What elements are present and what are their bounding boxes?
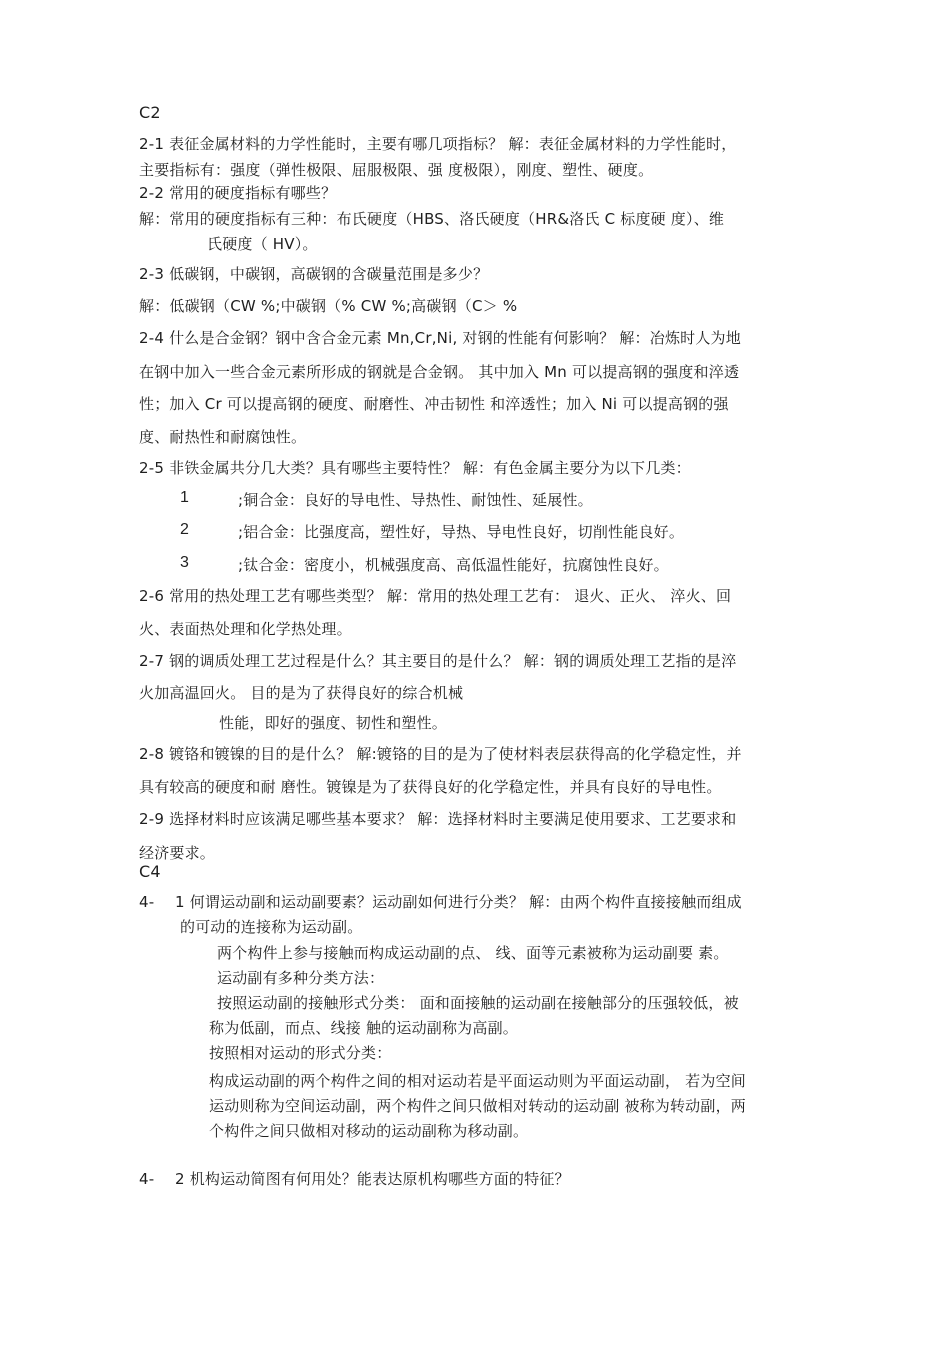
text-line: 称为低副，而点、线接 触的运动副称为高副。: [209, 1019, 518, 1037]
text-line: 2 机构运动简图有何用处？能表达原机构哪些方面的特征？: [175, 1170, 570, 1188]
question-number: 4-: [139, 1170, 155, 1188]
text-line: 氏硬度（ HV）。: [207, 235, 318, 253]
text-line: 主要指标有：强度（弹性极限、屈服极限、强 度极限），刚度、塑性、硬度。: [139, 161, 654, 179]
text-line: 按照运动副的接触形式分类： 面和面接触的运动副在接触部分的压强较低，被: [217, 994, 739, 1012]
list-item: ;钛合金：密度小，机械强度高、高低温性能好，抗腐蚀性良好。: [238, 556, 669, 574]
list-number: 3: [180, 554, 190, 571]
text-line: 2-3 低碳钢，中碳钢，高碳钢的含碳量范围是多少？: [139, 265, 489, 283]
text-line: 经济要求。: [139, 844, 216, 862]
text-line: 火、表面热处理和化学热处理。: [139, 620, 352, 638]
list-number: 2: [180, 521, 190, 538]
text-line: 性能，即好的强度、韧性和塑性。: [219, 714, 448, 732]
text-line: 的可动的连接称为运动副。: [180, 918, 363, 936]
text-line: 具有较高的硬度和耐 磨性。镀镍是为了获得良好的化学稳定性，并具有良好的导电性。: [139, 778, 722, 796]
question-number: 4-: [139, 893, 155, 911]
section-heading-c4: C4: [139, 862, 161, 881]
section-heading-c2: C2: [139, 103, 161, 122]
list-item: ;铜合金：良好的导电性、导热性、耐蚀性、延展性。: [238, 491, 593, 509]
text-line: 火加高温回火。 目的是为了获得良好的综合机械: [139, 684, 464, 702]
text-line: 解：常用的硬度指标有三种：布氏硬度（HBS、洛氏硬度（HR&洛氏 C 标度硬 度）、维: [139, 210, 725, 228]
text-line: 两个构件上参与接触而构成运动副的点、 线、面等元素被称为运动副要 素。: [217, 944, 729, 962]
text-line: 2-8 镀铬和镀镍的目的是什么？ 解:镀铬的目的是为了使材料表层获得高的化学稳定性，并: [139, 745, 742, 763]
text-line: 在钢中加入一些合金元素所形成的钢就是合金钢。 其中加入 Mn 可以提高钢的强度和淬透: [139, 363, 740, 381]
text-line: 构成运动副的两个构件之间的相对运动若是平面运动则为平面运动副， 若为空间: [209, 1072, 746, 1090]
list-number: 1: [180, 489, 190, 506]
text-line: 2-5 非铁金属共分几大类？具有哪些主要特性？ 解：有色金属主要分为以下几类：: [139, 459, 691, 477]
text-line: 个构件之间只做相对移动的运动副称为移动副。: [209, 1122, 529, 1140]
list-item: ;铝合金：比强度高，塑性好，导热、导电性良好，切削性能良好。: [238, 523, 685, 541]
text-line: 运动则称为空间运动副，两个构件之间只做相对转动的运动副 被称为转动副，两: [209, 1097, 746, 1115]
text-line: 2-1 表征金属材料的力学性能时，主要有哪几项指标？ 解：表征金属材料的力学性能时，: [139, 135, 737, 153]
text-line: 2-9 选择材料时应该满足哪些基本要求？ 解：选择材料时主要满足使用要求、工艺要求和: [139, 810, 737, 828]
text-line: 性；加入 Cr 可以提高钢的硬度、耐磨性、冲击韧性 和淬透性；加入 Ni 可以提高钢的强: [139, 395, 729, 413]
text-line: 1 何谓运动副和运动副要素？运动副如何进行分类？ 解：由两个构件直接接触而组成: [175, 893, 742, 911]
text-line: 度、耐热性和耐腐蚀性。: [139, 428, 307, 446]
text-line: 2-7 钢的调质处理工艺过程是什么？其主要目的是什么？ 解：钢的调质处理工艺指的是淬: [139, 652, 737, 670]
text-line: 2-4 什么是合金钢？钢中含合金元素 Mn,Cr,Ni, 对钢的性能有何影响？ 解：冶炼时人为地: [139, 329, 741, 347]
text-line: 按照相对运动的形式分类：: [209, 1044, 392, 1062]
text-line: 2-6 常用的热处理工艺有哪些类型？ 解：常用的热处理工艺有： 退火、正火、 淬火、回: [139, 587, 732, 605]
text-line: 2-2 常用的硬度指标有哪些？: [139, 184, 337, 202]
text-line: 运动副有多种分类方法：: [217, 969, 385, 987]
text-line: 解：低碳钢（CW %;中碳钢（% CW %;高碳钢（C＞ %: [139, 297, 518, 315]
